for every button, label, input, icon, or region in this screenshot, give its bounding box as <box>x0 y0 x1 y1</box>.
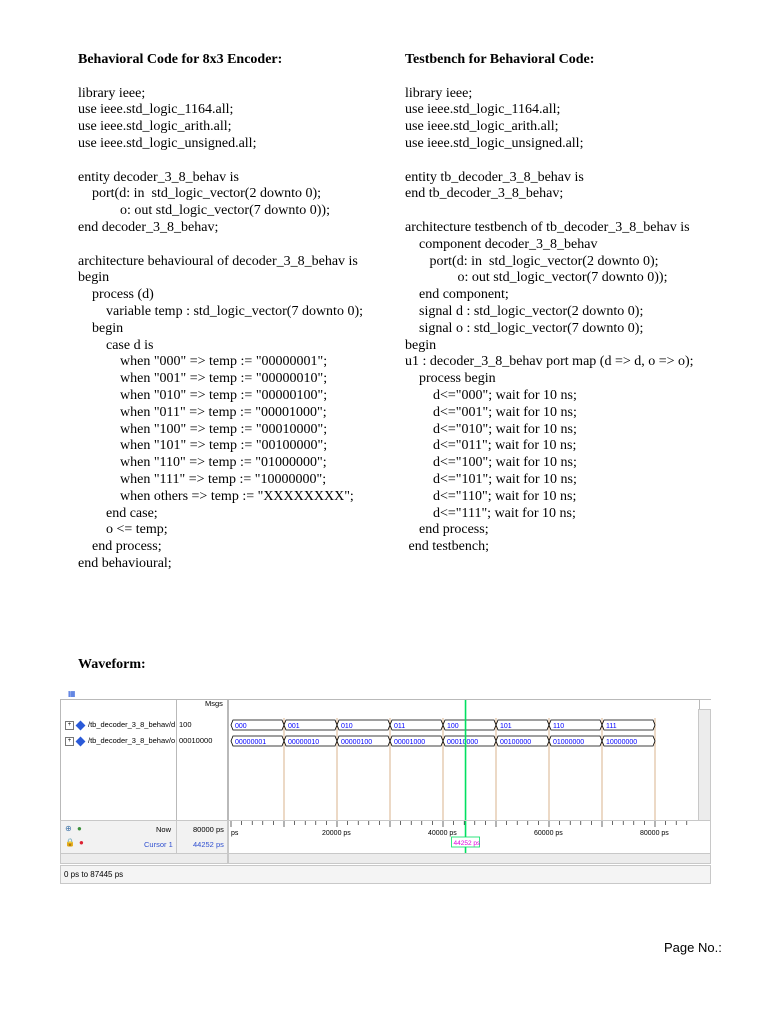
testbench-code-listing <box>405 69 745 556</box>
vertical-scrollbar[interactable] <box>698 709 711 821</box>
time-range-status: 0 ps to 87445 ps <box>64 870 124 879</box>
bus-value-label: 00000001 <box>235 739 267 746</box>
signal-names-pane <box>60 699 177 821</box>
testbench-code-line: signal d : std_logic_vector(2 downto 0); <box>405 303 644 319</box>
axis-tick-label: 80000 ps <box>640 830 669 837</box>
names-horizontal-scrollbar[interactable] <box>60 853 228 864</box>
testbench-code-line: d<="000"; wait for 10 ns; <box>405 387 577 403</box>
behavioral-code-line: architecture behavioural of decoder_3_8_behav is <box>78 253 358 269</box>
waveform-graph[interactable] <box>229 700 699 820</box>
testbench-code-line: end testbench; <box>405 539 489 555</box>
behavioral-code-column <box>78 52 398 573</box>
behavioral-code-line: process (d) <box>78 287 154 303</box>
axis-tick-label: ps <box>231 830 239 837</box>
cursor-label[interactable]: Cursor 1 <box>144 840 173 849</box>
testbench-code-line <box>405 69 745 86</box>
signal-values-pane <box>176 699 228 821</box>
behavioral-code-line <box>78 237 398 254</box>
testbench-code-line: d<="110"; wait for 10 ns; <box>405 488 577 504</box>
behavioral-code-line: use ieee.std_logic_unsigned.all; <box>78 135 257 151</box>
behavioral-code-line <box>78 153 398 170</box>
testbench-code-line: begin <box>405 337 437 353</box>
testbench-code-line: o: out std_logic_vector(7 downto 0)); <box>405 270 668 286</box>
testbench-code-line: use ieee.std_logic_1164.all; <box>405 102 561 118</box>
waveform-pane[interactable] <box>228 699 700 821</box>
axis-tick-label: 20000 ps <box>322 830 351 837</box>
behavioral-code-line: variable temp : std_logic_vector(7 downto 0); <box>78 303 363 319</box>
testbench-code-line: signal o : std_logic_vector(7 downto 0); <box>405 320 644 336</box>
testbench-code-line: use ieee.std_logic_arith.all; <box>405 119 559 135</box>
zoom-icon[interactable]: ⊕ <box>65 824 72 833</box>
behavioral-code-line: port(d: in std_logic_vector(2 downto 0); <box>78 186 322 202</box>
bus-signal-icon <box>76 720 86 730</box>
msgs-header: Msgs <box>205 699 223 708</box>
testbench-code-line: process begin <box>405 371 496 387</box>
cursor-value: 44252 ps <box>193 840 224 849</box>
now-value: 80000 ps <box>193 825 224 834</box>
testbench-code-line: d<="011"; wait for 10 ns; <box>405 438 577 454</box>
testbench-code-line: library ieee; <box>405 85 473 101</box>
signal-row-d[interactable] <box>65 720 175 730</box>
behavioral-code-line: end process; <box>78 539 162 555</box>
behavioral-code-line: when "110" => temp := "01000000"; <box>78 455 327 471</box>
time-axis <box>229 821 710 853</box>
behavioral-code-line: when "000" => temp := "00000001"; <box>78 354 328 370</box>
testbench-code-heading: Testbench for Behavioral Code: <box>405 52 595 67</box>
bus-value-label: 100 <box>447 723 459 730</box>
axis-tick-label: 40000 ps <box>428 830 457 837</box>
expand-icon[interactable]: + <box>65 721 74 730</box>
bus-value-label: 00000010 <box>288 739 320 746</box>
behavioral-code-line: when "111" => temp := "10000000"; <box>78 471 327 487</box>
waveform-heading: Waveform: <box>78 657 146 672</box>
bus-value-label: 00100000 <box>500 739 532 746</box>
behavioral-code-line: entity decoder_3_8_behav is <box>78 169 239 185</box>
behavioral-code-line: when "100" => temp := "00010000"; <box>78 421 328 437</box>
behavioral-code-line: begin <box>78 270 110 286</box>
behavioral-code-line: end behavioural; <box>78 555 172 571</box>
behavioral-code-line: when "010" => temp := "00000100"; <box>78 387 328 403</box>
behavioral-code-line: use ieee.std_logic_arith.all; <box>78 119 232 135</box>
bus-value-label: 00000100 <box>341 739 373 746</box>
cursor-time-label: 44252 ps <box>453 840 481 847</box>
behavioral-code-line: o <= temp; <box>78 522 168 538</box>
time-values <box>176 820 228 854</box>
signal-row-o[interactable] <box>65 736 175 746</box>
behavioral-code-line: end case; <box>78 505 158 521</box>
testbench-code-line: u1 : decoder_3_8_behav port map (d => d, o => o); <box>405 354 694 370</box>
signal-list-icon[interactable]: ▦ <box>68 689 76 698</box>
delete-cursor-icon[interactable]: ● <box>79 838 84 847</box>
axis-tick-label: 60000 ps <box>534 830 563 837</box>
testbench-code-line: d<="001"; wait for 10 ns; <box>405 404 577 420</box>
bus-value-label: 011 <box>394 723 406 730</box>
time-controls <box>60 820 177 854</box>
testbench-code-line: d<="100"; wait for 10 ns; <box>405 455 577 471</box>
testbench-code-line: use ieee.std_logic_unsigned.all; <box>405 135 584 151</box>
behavioral-code-line <box>78 69 398 86</box>
bus-signal-icon <box>76 736 86 746</box>
behavioral-code-listing <box>78 69 398 573</box>
behavioral-code-line: library ieee; <box>78 85 146 101</box>
testbench-code-line: end component; <box>405 287 509 303</box>
bus-value-label: 110 <box>553 723 565 730</box>
behavioral-code-line: when "101" => temp := "00100000"; <box>78 438 328 454</box>
bus-value-label: 00010000 <box>447 739 479 746</box>
behavioral-code-heading: Behavioral Code for 8x3 Encoder: <box>78 52 283 67</box>
testbench-code-line: port(d: in std_logic_vector(2 downto 0); <box>405 253 659 269</box>
behavioral-code-line: end decoder_3_8_behav; <box>78 219 219 235</box>
signal-value: 00010000 <box>179 736 213 745</box>
bus-value-label: 00001000 <box>394 739 426 746</box>
bus-value-label: 01000000 <box>553 739 585 746</box>
bus-value-label: 101 <box>500 723 512 730</box>
testbench-code-line: d<="111"; wait for 10 ns; <box>405 505 576 521</box>
behavioral-code-line: when "001" => temp := "00000010"; <box>78 371 328 387</box>
testbench-code-line <box>405 153 745 170</box>
waveform-window <box>58 689 711 883</box>
behavioral-code-line: use ieee.std_logic_1164.all; <box>78 102 234 118</box>
status-bar <box>60 865 711 884</box>
expand-icon[interactable]: + <box>65 737 74 746</box>
testbench-code-line: d<="010"; wait for 10 ns; <box>405 421 577 437</box>
signal-value: 100 <box>179 720 192 729</box>
bus-value-label: 111 <box>606 723 617 730</box>
lock-cursor-icon[interactable]: 🔒 <box>65 838 75 847</box>
signal-name: /tb_decoder_3_8_behav/o <box>88 736 176 745</box>
page-number-label: Page No.: <box>664 940 722 955</box>
behavioral-code-line: o: out std_logic_vector(7 downto 0)); <box>78 203 330 219</box>
waveform-horizontal-scrollbar[interactable] <box>228 853 711 864</box>
behavioral-code-line: case d is <box>78 337 154 353</box>
bus-value-label: 010 <box>341 723 353 730</box>
bus-value-label: 10000000 <box>606 739 638 746</box>
behavioral-code-line: begin <box>78 320 124 336</box>
time-axis-pane <box>228 820 711 854</box>
testbench-code-line: end process; <box>405 522 489 538</box>
add-cursor-icon[interactable]: ● <box>77 824 82 833</box>
signal-name: /tb_decoder_3_8_behav/d <box>88 720 176 729</box>
testbench-code-line: component decoder_3_8_behav <box>405 236 598 252</box>
testbench-code-line: architecture testbench of tb_decoder_3_8_behav is <box>405 219 690 235</box>
testbench-code-line: entity tb_decoder_3_8_behav is <box>405 169 584 185</box>
testbench-code-line <box>405 203 745 220</box>
behavioral-code-line: when others => temp := "XXXXXXXX"; <box>78 488 354 504</box>
now-label: Now <box>156 825 172 834</box>
testbench-code-column <box>405 52 745 556</box>
bus-value-label: 001 <box>288 723 300 730</box>
testbench-code-line: end tb_decoder_3_8_behav; <box>405 186 564 202</box>
testbench-code-line: d<="101"; wait for 10 ns; <box>405 471 577 487</box>
behavioral-code-line: when "011" => temp := "00001000"; <box>78 404 327 420</box>
bus-value-label: 000 <box>235 723 247 730</box>
